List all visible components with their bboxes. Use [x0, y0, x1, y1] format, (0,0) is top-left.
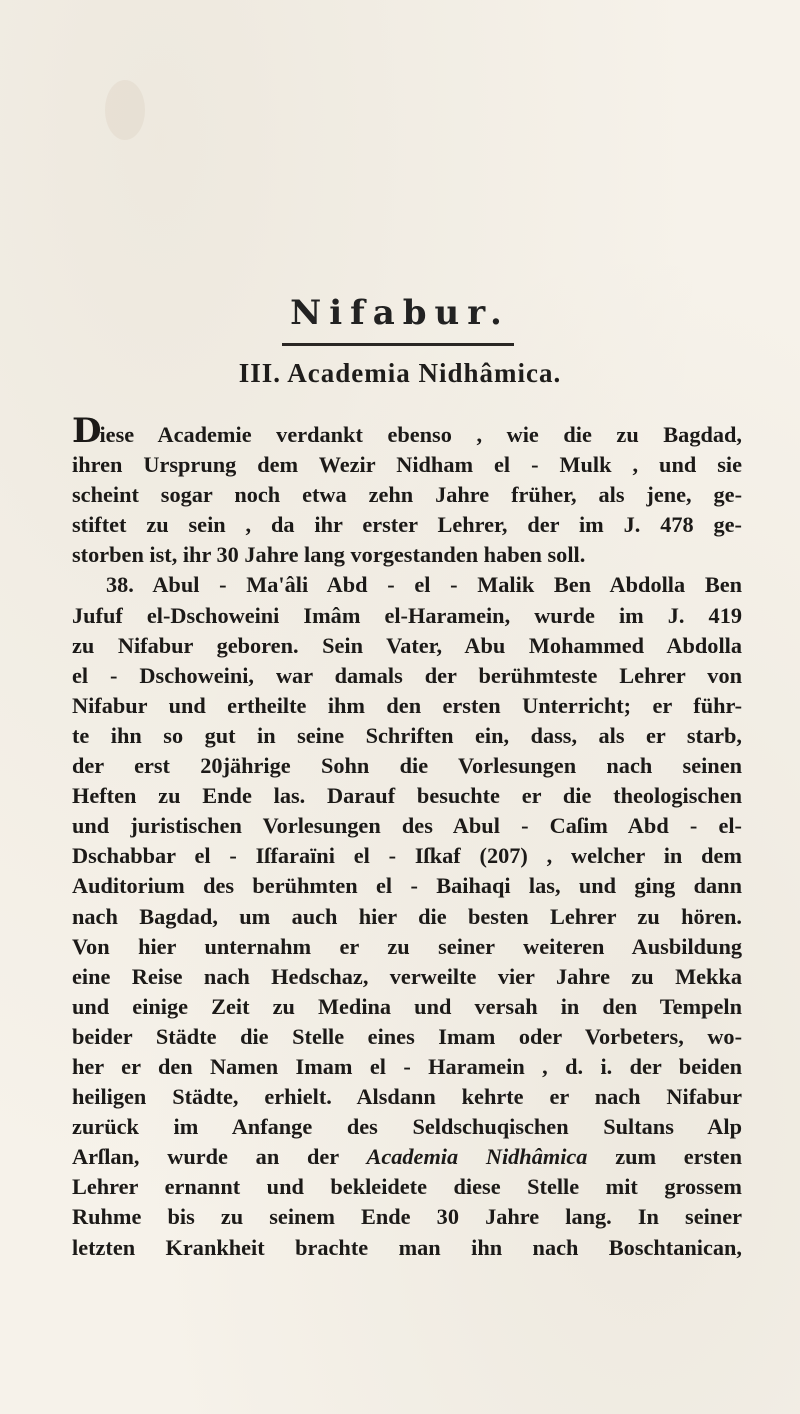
text-line: zurück im Anfange des Seldschuqischen Sultans Alp [72, 1114, 742, 1140]
text-line: eine Reise nach Hedschaz, verweilte vier Jahre zu Mekka [72, 963, 742, 989]
text-line: Auditorium des berühmten el - Baihaqi las, und ging dann [72, 873, 742, 899]
text-line: beider Städte die Stelle eines Imam oder Vorbeters, wo- [72, 1023, 742, 1049]
text-line: der erst 20jährige Sohn die Vorlesungen nach seinen [72, 753, 742, 779]
text-line: Jufuf el-Dschoweini Imâm el-Haramein, wurde im J. 419 [72, 602, 742, 628]
text-line: letzten Krankheit brachte man ihn nach Boschtanican, [72, 1234, 742, 1260]
text-line: heiligen Städte, erhielt. Alsdann kehrte er nach Nifabur [72, 1084, 742, 1110]
section-title: III. Academia Nidhâmica. [238, 358, 562, 388]
text-line: scheint sogar noch etwa zehn Jahre früher, als jene, ge- [72, 482, 742, 508]
text-line: und einige Zeit zu Medina und versah in den Tempeln [72, 993, 742, 1019]
text-line: Von hier unternahm er zu seiner weiteren Ausbildung [72, 933, 742, 959]
text-line: Lehrer ernannt und bekleidete diese Stelle mit grossem [72, 1174, 742, 1200]
text-line: stiftet zu sein , da ihr erster Lehrer, der im J. 478 ge- [72, 512, 742, 538]
paper-stain [105, 80, 145, 140]
text-line: zu Nifabur geboren. Sein Vater, Abu Mohammed Abdolla [72, 632, 742, 658]
text-line: Ruhme bis zu seinem Ende 30 Jahre lang. In seiner [72, 1204, 742, 1230]
title-rule [282, 343, 514, 346]
text-line: Arſlan, wurde an der Academia Nidhâmica zum ersten [72, 1144, 742, 1170]
italic-phrase: Academia Nidhâmica [366, 1144, 588, 1170]
body-text [72, 411, 742, 1263]
text-line: Diese Academie verdankt ebenso , wie die zu Bagdad, [72, 411, 742, 451]
text-line: Heften zu Ende las. Darauf besuchte er die theologischen [72, 783, 742, 809]
drop-cap: D [72, 411, 100, 451]
text-line: 38. Abul - Ma'âli Abd - el - Malik Ben Abdolla Ben [106, 572, 742, 598]
text-line: und juristischen Vorlesungen des Abul - Caſim Abd - el- [72, 813, 742, 839]
text-line: Dschabbar el - Iſfaraïni el - Iſkaf (207) , welcher in dem [72, 843, 742, 869]
text-line: te ihn so gut in seine Schriften ein, dass, als er starb, [72, 722, 742, 748]
text-line: ihren Ursprung dem Wezir Nidham el - Mulk , und sie [72, 452, 742, 478]
text-line: Nifabur und ertheilte ihm den ersten Unterricht; er führ- [72, 692, 742, 718]
text-line: el - Dschoweini, war damals der berühmteste Lehrer von [72, 662, 742, 688]
text-line: her er den Namen Imam el - Haramein , d. i. der beiden [72, 1053, 742, 1079]
text-line: nach Bagdad, um auch hier die besten Lehrer zu hören. [72, 903, 742, 929]
running-title: Nifabur. [290, 293, 510, 333]
text-line: storben ist, ihr 30 Jahre lang vorgestanden haben soll. [72, 542, 586, 568]
